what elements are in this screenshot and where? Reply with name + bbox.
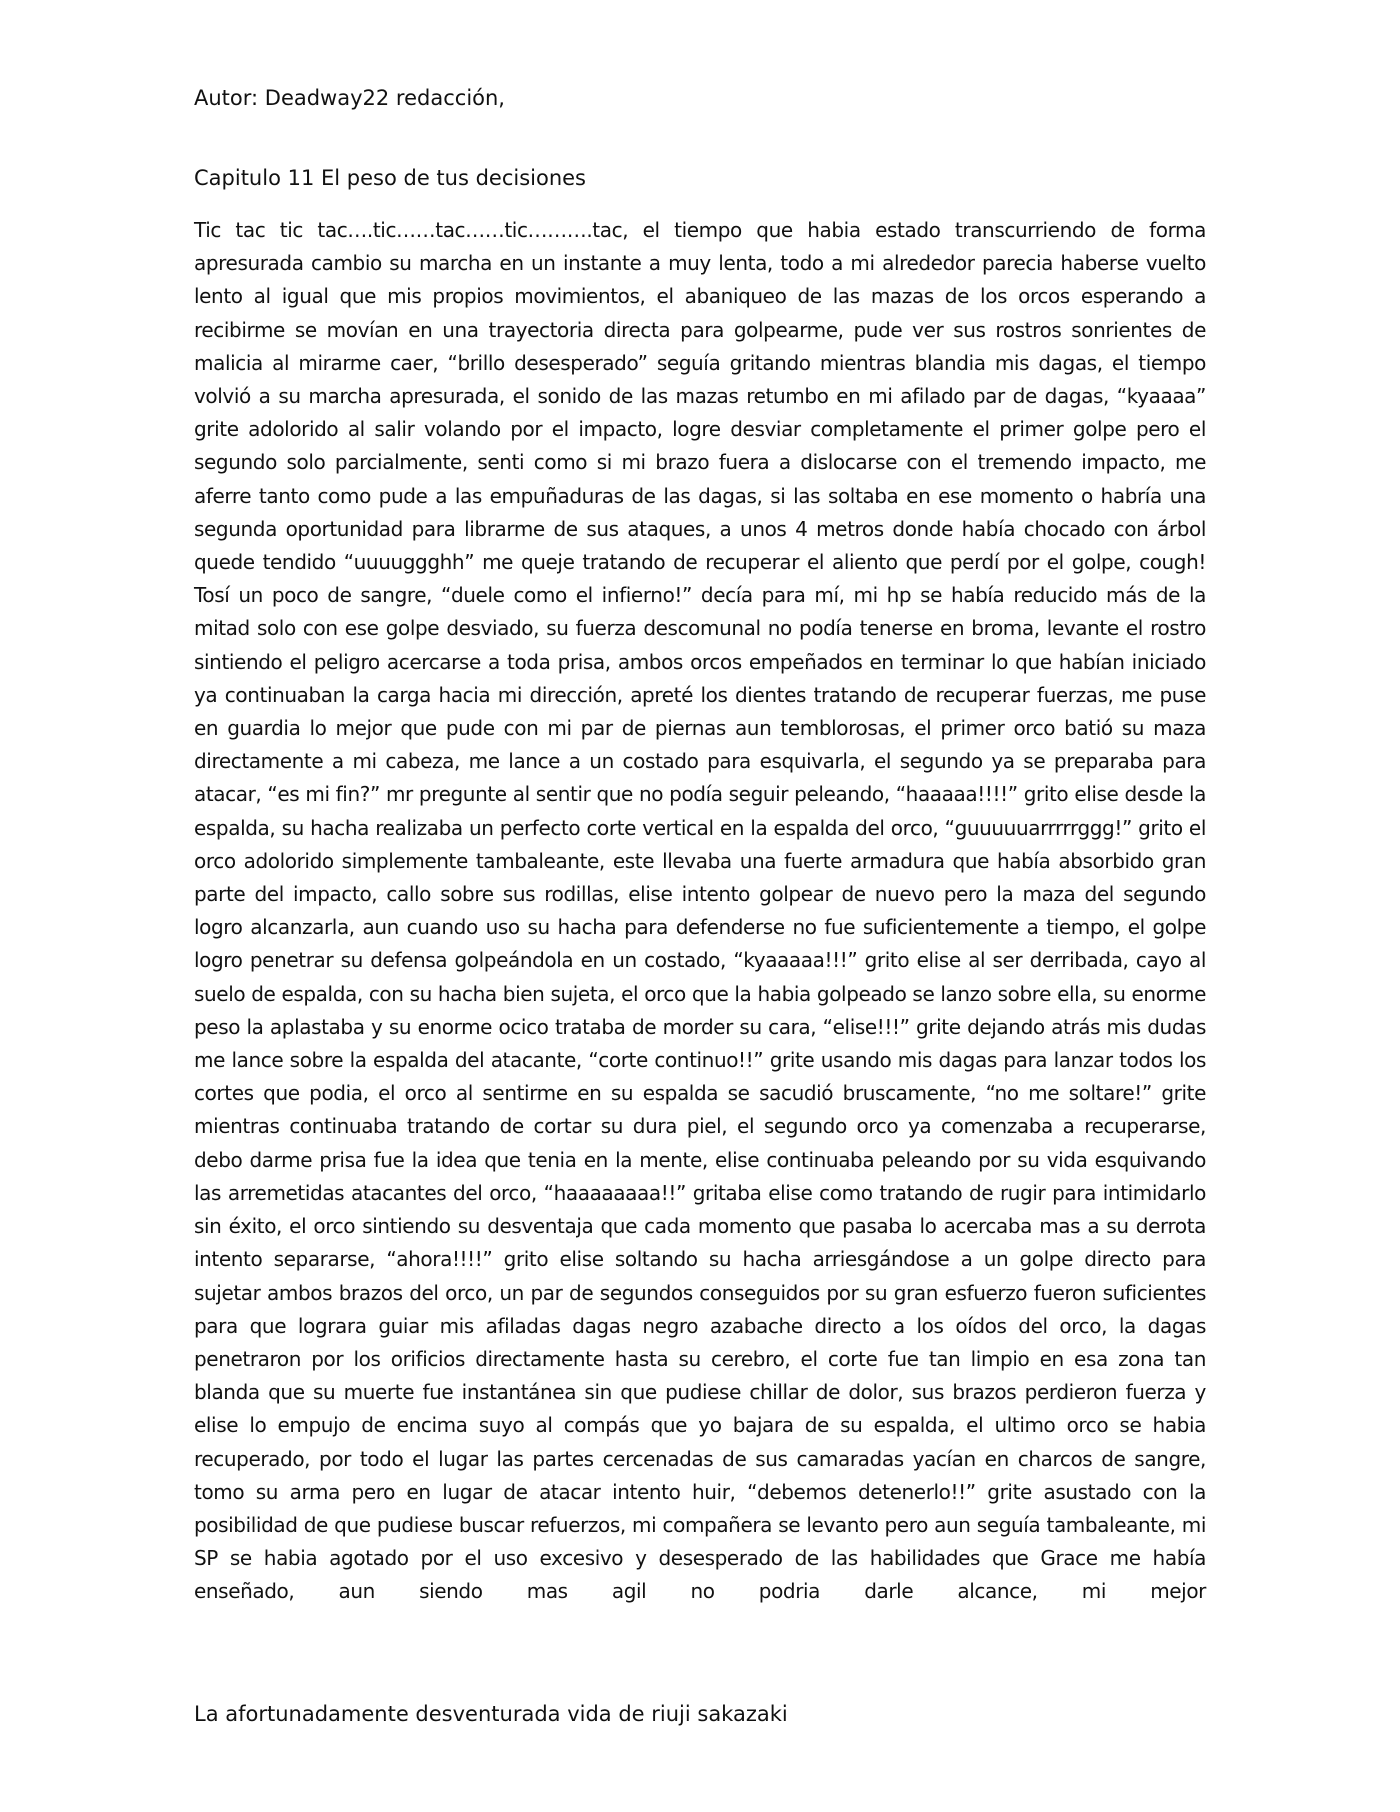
page-footer: La afortunadamente desventurada vida de riuji sakazaki	[194, 1702, 788, 1726]
author-line: Autor: Deadway22 redacción,	[194, 86, 505, 110]
body-paragraph: Tic tac tic tac….tic……tac……tic……….tac, el tiempo que habia estado transcurriendo de forma apresurada cambio su marcha en un instante a muy lenta, todo a mi alrededor parecia haberse vuelto lento al igual que mis propios movimientos, el abaniqueo de las mazas de los orcos esperando a recibirme se movían en una trayectoria directa para golpearme, pude ver sus rostros sonrientes de malicia al mirarme caer, “brillo desesperado” seguía gritando mientras blandia mis dagas, el tiempo volvió a su marcha apresurada, el sonido de las mazas retumbo en mi afilado par de dagas, “kyaaaa” grite adolorido al salir volando por el impacto, logre desviar completamente el primer golpe pero el segundo solo parcialmente, senti como si mi brazo fuera a dislocarse con el tremendo impacto, me aferre tanto como pude a las empuñaduras de las dagas, si las soltaba en ese momento o habría una segunda oportunidad para librarme de sus ataques, a unos 4 metros donde había chocado con árbol quede tendido “uuuuggghh” me queje tratando de recuperar el aliento que perdí por el golpe, cough! Tosí un poco de sangre, “duele como el infierno!” decía para mí, mi hp se había reducido más de la mitad solo con ese golpe desviado, su fuerza descomunal no podía tenerse en broma, levante el rostro sintiendo el peligro acercarse a toda prisa, ambos orcos empeñados en terminar lo que habían iniciado ya continuaban la carga hacia mi dirección, apreté los dientes tratando de recuperar fuerzas, me puse en guardia lo mejor que pude con mi par de piernas aun temblorosas, el primer orco batió su maza directamente a mi cabeza, me lance a un costado para esquivarla, el segundo ya se preparaba para atacar, “es mi fin?” mr pregunte al sentir que no podía seguir peleando, “haaaaa!!!!” grito elise desde la espalda, su hacha realizaba un perfecto corte vertical en la espalda del orco, “guuuuuarrrrrggg!” grito el orco adolorido simplemente tambaleante, este llevaba una fuerte armadura que había absorbido gran parte del impacto, callo sobre sus rodillas, elise intento golpear de nuevo pero la maza del segundo logro alcanzarla, aun cuando uso su hacha para defenderse no fue suficientemente a tiempo, el golpe logro penetrar su defensa golpeándola en un costado, “kyaaaaa!!!” grito elise al ser derribada, cayo al suelo de espalda, con su hacha bien sujeta, el orco que la habia golpeado se lanzo sobre ella, su enorme peso la aplastaba y su enorme ocico trataba de morder su cara, “elise!!!” grite dejando atrás mis dudas me lance sobre la espalda del atacante, “corte continuo!!” grite usando mis dagas para lanzar todos los cortes que podia, el orco al sentirme en su espalda se sacudió bruscamente, “no me soltare!” grite mientras continuaba tratando de cortar su dura piel, el segundo orco ya comenzaba a recuperarse, debo darme prisa fue la idea que tenia en la mente, elise continuaba peleando por su vida esquivando las arremetidas atacantes del orco, “haaaaaaaa!!” gritaba elise como tratando de rugir para intimidarlo sin éxito, el orco sintiendo su desventaja que cada momento que pasaba lo acercaba mas a su derrota intento separarse, “ahora!!!!” grito elise soltando su hacha arriesgándose a un golpe directo para sujetar ambos brazos del orco, un par de segundos conseguidos por su gran esfuerzo fueron suficientes para que lograra guiar mis afiladas dagas negro azabache directo a los oídos del orco, la dagas penetraron por los orificios directamente hasta su cerebro, el corte fue tan limpio en esa zona tan blanda que su muerte fue instantánea sin que pudiese chillar de dolor, sus brazos perdieron fuerza y elise lo empujo de encima suyo al compás que yo bajara de su espalda, el ultimo orco se habia recuperado, por todo el lugar las partes cercenadas de sus camaradas yacían en charcos de sangre, tomo su arma pero en lugar de atacar intento huir, “debemos detenerlo!!” grite asustado con la posibilidad de que pudiese buscar refuerzos, mi compañera se levanto pero aun seguía tambaleante, mi SP se habia agotado por el uso excesivo y desesperado de las habilidades que Grace me había enseñado, aun siendo mas agil no podria darle alcance, mi mejor	[194, 218, 1206, 1604]
chapter-title: Capitulo 11 El peso de tus decisiones	[194, 166, 586, 190]
